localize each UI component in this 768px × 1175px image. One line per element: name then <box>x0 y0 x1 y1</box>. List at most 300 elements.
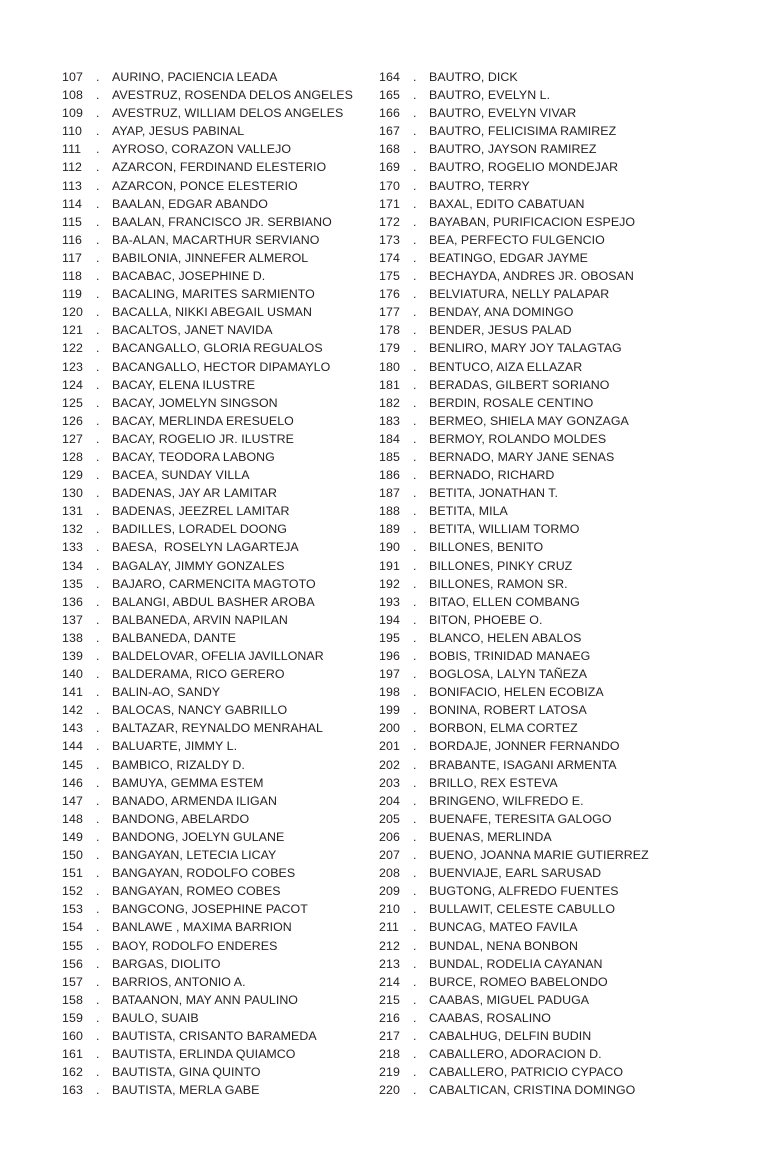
list-item <box>62 991 372 1009</box>
list-item-name: BAYABAN, PURIFICACION ESPEJO <box>429 214 636 229</box>
list-item-separator: . <box>413 920 417 935</box>
list-item <box>62 937 372 955</box>
list-item-separator: . <box>96 214 100 229</box>
name-list-columns <box>0 68 768 1099</box>
list-item-separator: . <box>96 811 100 826</box>
list-item-separator: . <box>96 359 100 374</box>
list-item-index: 115 <box>62 214 83 229</box>
list-item-separator: . <box>413 612 417 627</box>
list-item-separator: . <box>96 522 100 537</box>
list-item <box>62 358 372 376</box>
list-item <box>62 158 372 176</box>
list-item-name: AURINO, PACIENCIA LEADA <box>112 70 278 84</box>
list-item-separator: . <box>96 540 100 555</box>
list-item-separator: . <box>413 667 417 682</box>
list-item-separator: . <box>96 848 100 863</box>
list-item-name: BORBON, ELMA CORTEZ <box>429 721 578 736</box>
list-item-index: 158 <box>62 992 83 1007</box>
name-list-column-left <box>62 68 372 1099</box>
list-item-name: BADILLES, LORADEL DOONG <box>112 522 287 537</box>
list-item-separator: . <box>413 196 417 211</box>
list-item-separator: . <box>96 920 100 935</box>
list-item-name: BENDER, JESUS PALAD <box>429 323 572 338</box>
list-item-separator: . <box>413 341 417 356</box>
list-item-name: BETITA, MILA <box>429 504 508 519</box>
list-item-name: BRILLO, REX ESTEVA <box>429 775 558 790</box>
list-item-name: BITON, PHOEBE O. <box>429 612 543 627</box>
list-item <box>62 593 372 611</box>
list-item-name: AZARCON, FERDINAND ELESTERIO <box>112 160 327 175</box>
list-item <box>62 846 372 864</box>
list-item-index: 171 <box>379 196 400 211</box>
list-item-separator: . <box>96 70 100 84</box>
list-item-index: 156 <box>62 956 83 971</box>
list-item-separator: . <box>96 956 100 971</box>
list-item-index: 149 <box>62 829 83 844</box>
list-item-separator: . <box>413 884 417 899</box>
list-item-name: BITAO, ELLEN COMBANG <box>429 594 580 609</box>
list-item-separator: . <box>96 1065 100 1080</box>
list-item <box>379 557 689 575</box>
list-item-separator: . <box>413 305 417 320</box>
list-item <box>379 955 689 973</box>
list-item-separator: . <box>413 522 417 537</box>
list-item-index: 211 <box>379 920 400 935</box>
list-item-name: BACALING, MARITES SARMIENTO <box>112 287 315 302</box>
list-item-name: BURCE, ROMEO BABELONDO <box>429 974 608 989</box>
list-item-name: BACAY, MERLINDA ERESUELO <box>112 413 294 428</box>
list-item-name: BUNDAL, RODELIA CAYANAN <box>429 956 603 971</box>
list-item-name: BAJARO, CARMENCITA MAGTOTO <box>112 576 316 591</box>
list-item-index: 184 <box>379 431 400 446</box>
list-item <box>379 756 689 774</box>
list-item <box>62 1045 372 1063</box>
list-item-name: BAUTRO, ROGELIO MONDEJAR <box>429 160 619 175</box>
list-item <box>379 358 689 376</box>
list-item-name: BAALAN, EDGAR ABANDO <box>112 196 268 211</box>
list-item-separator: . <box>96 250 100 265</box>
list-item-name: BARRIOS, ANTONIO A. <box>112 974 246 989</box>
list-item-separator: . <box>96 178 100 193</box>
list-item-index: 189 <box>379 522 400 537</box>
list-item-separator: . <box>413 124 417 139</box>
list-item-name: AYAP, JESUS PABINAL <box>112 124 245 139</box>
list-item-index: 109 <box>62 106 83 121</box>
list-item-separator: . <box>413 504 417 519</box>
list-item-index: 186 <box>379 468 400 483</box>
list-item-index: 142 <box>62 703 83 718</box>
list-item-name: BERMOY, ROLANDO MOLDES <box>429 431 607 446</box>
list-item-name: BAUTISTA, CRISANTO BARAMEDA <box>112 1028 317 1043</box>
list-item-separator: . <box>96 884 100 899</box>
list-item-index: 178 <box>379 323 400 338</box>
list-item <box>379 810 689 828</box>
list-item-separator: . <box>413 70 417 84</box>
list-item-separator: . <box>96 703 100 718</box>
list-item-index: 199 <box>379 703 400 718</box>
list-item-name: BALDELOVAR, OFELIA JAVILLONAR <box>112 649 324 663</box>
list-item <box>379 575 689 593</box>
list-item-name: BLANCO, HELEN ABALOS <box>429 630 582 645</box>
list-item-separator: . <box>96 739 100 754</box>
list-item-separator: . <box>413 576 417 591</box>
list-item-name: BETITA, JONATHAN T. <box>429 486 558 501</box>
list-item-index: 113 <box>62 178 83 193</box>
list-item-separator: . <box>413 359 417 374</box>
list-item-name: BOGLOSA, LALYN TAÑEZA <box>429 667 588 682</box>
list-item <box>62 213 372 231</box>
list-item-index: 217 <box>379 1028 400 1043</box>
list-item-name: BALUARTE, JIMMY L. <box>112 739 238 754</box>
list-item-separator: . <box>96 721 100 736</box>
list-item-name: BRABANTE, ISAGANI ARMENTA <box>429 757 617 772</box>
list-item-name: BILLONES, PINKY CRUZ <box>429 558 573 573</box>
list-item-index: 205 <box>379 811 400 826</box>
list-item-index: 136 <box>62 594 83 609</box>
list-item-separator: . <box>96 1083 100 1098</box>
list-item-index: 180 <box>379 359 400 374</box>
list-item-name: BAGALAY, JIMMY GONZALES <box>112 558 285 573</box>
list-item-name: AVESTRUZ, ROSENDA DELOS ANGELES <box>112 88 353 103</box>
list-item <box>62 430 372 448</box>
list-item-name: BANDONG, JOELYN GULANE <box>112 829 285 844</box>
list-item-separator: . <box>413 630 417 645</box>
list-item-separator: . <box>96 667 100 682</box>
list-item-index: 153 <box>62 902 83 917</box>
list-item-name: AVESTRUZ, WILLIAM DELOS ANGELES <box>112 106 344 121</box>
list-item-index: 108 <box>62 88 83 103</box>
list-item-name: BUENAS, MERLINDA <box>429 829 552 844</box>
list-item <box>379 774 689 792</box>
list-item <box>62 774 372 792</box>
list-item <box>379 484 689 502</box>
list-item-name: BERNADO, RICHARD <box>429 468 555 483</box>
list-item-separator: . <box>413 1028 417 1043</box>
list-item-separator: . <box>96 612 100 627</box>
list-item-index: 127 <box>62 431 83 446</box>
list-item <box>62 665 372 683</box>
list-item-separator: . <box>96 1010 100 1025</box>
list-item-name: BANDONG, ABELARDO <box>112 811 250 826</box>
list-item <box>62 376 372 394</box>
list-item-index: 118 <box>62 269 83 284</box>
list-item <box>62 611 372 629</box>
list-item-index: 117 <box>62 250 83 265</box>
list-item-separator: . <box>96 775 100 790</box>
list-item-index: 192 <box>379 576 400 591</box>
list-item <box>62 647 372 665</box>
list-item <box>62 810 372 828</box>
list-item-index: 193 <box>379 594 400 609</box>
list-item-index: 173 <box>379 232 400 247</box>
list-item-separator: . <box>96 992 100 1007</box>
list-item-separator: . <box>96 649 100 663</box>
list-item-index: 126 <box>62 413 83 428</box>
list-item <box>379 918 689 936</box>
list-item <box>379 611 689 629</box>
list-item <box>62 104 372 122</box>
list-item-index: 170 <box>379 178 400 193</box>
list-item <box>62 955 372 973</box>
list-item-index: 197 <box>379 667 400 682</box>
list-item-index: 200 <box>379 721 400 736</box>
list-item-index: 141 <box>62 685 83 700</box>
list-item <box>379 828 689 846</box>
list-item-separator: . <box>96 196 100 211</box>
list-item <box>62 575 372 593</box>
list-item-name: CAABAS, ROSALINO <box>429 1010 551 1025</box>
list-item <box>62 973 372 991</box>
list-item-separator: . <box>413 974 417 989</box>
list-item-separator: . <box>96 287 100 302</box>
list-item <box>62 1063 372 1081</box>
list-item <box>62 1081 372 1099</box>
list-item-separator: . <box>96 431 100 446</box>
list-item-name: BENLIRO, MARY JOY TALAGTAG <box>429 341 622 356</box>
list-item-index: 107 <box>62 70 83 84</box>
list-item-separator: . <box>96 558 100 573</box>
list-item <box>379 882 689 900</box>
list-item-name: BAUTISTA, GINA QUINTO <box>112 1065 261 1080</box>
list-item-index: 133 <box>62 540 83 555</box>
list-item-separator: . <box>96 594 100 609</box>
list-item-name: BALIN-AO, SANDY <box>112 685 221 700</box>
list-item <box>62 195 372 213</box>
list-item-name: BUENO, JOANNA MARIE GUTIERREZ <box>429 848 649 863</box>
list-item <box>379 321 689 339</box>
list-item-separator: . <box>96 160 100 175</box>
list-item-index: 206 <box>379 829 400 844</box>
list-item <box>62 918 372 936</box>
list-item-index: 203 <box>379 775 400 790</box>
list-item <box>62 557 372 575</box>
list-item-name: BAUTRO, FELICISIMA RAMIREZ <box>429 124 617 139</box>
list-item <box>379 647 689 665</box>
list-item-index: 176 <box>379 287 400 302</box>
list-item-name: BERNADO, MARY JANE SENAS <box>429 449 615 464</box>
list-item-name: BELVIATURA, NELLY PALAPAR <box>429 287 610 302</box>
list-item-separator: . <box>413 449 417 464</box>
list-item-name: BUNDAL, NENA BONBON <box>429 938 578 953</box>
list-item-index: 143 <box>62 721 83 736</box>
list-item-index: 125 <box>62 395 83 410</box>
list-item-index: 128 <box>62 449 83 464</box>
list-item-name: BONIFACIO, HELEN ECOBIZA <box>429 685 604 700</box>
list-item-index: 122 <box>62 341 83 356</box>
list-item <box>379 846 689 864</box>
list-item-name: BALBANEDA, DANTE <box>112 630 237 645</box>
list-item <box>379 231 689 249</box>
list-item-index: 165 <box>379 88 400 103</box>
list-item-index: 188 <box>379 504 400 519</box>
list-item <box>62 737 372 755</box>
list-item-separator: . <box>413 1083 417 1098</box>
list-item-name: BADENAS, JAY AR LAMITAR <box>112 486 278 501</box>
list-item-index: 220 <box>379 1083 400 1098</box>
list-item-index: 164 <box>379 70 400 84</box>
list-item-name: BAALAN, FRANCISCO JR. SERBIANO <box>112 214 332 229</box>
list-item-separator: . <box>413 902 417 917</box>
list-item-separator: . <box>413 992 417 1007</box>
list-item-name: BACAY, JOMELYN SINGSON <box>112 395 278 410</box>
list-item <box>62 285 372 303</box>
list-item-index: 162 <box>62 1065 83 1080</box>
list-item-separator: . <box>96 685 100 700</box>
list-item-index: 194 <box>379 612 400 627</box>
list-item <box>379 195 689 213</box>
list-item-separator: . <box>96 757 100 772</box>
list-item-name: BILLONES, BENITO <box>429 540 544 555</box>
list-item-index: 139 <box>62 649 83 663</box>
list-item-separator: . <box>413 721 417 736</box>
list-item-name: BRINGENO, WILFREDO E. <box>429 793 584 808</box>
list-item-separator: . <box>96 88 100 103</box>
list-item-index: 132 <box>62 522 83 537</box>
list-item-index: 166 <box>379 106 400 121</box>
list-item-name: BAXAL, EDITO CABATUAN <box>429 196 585 211</box>
list-item-name: BALDERAMA, RICO GERERO <box>112 667 285 682</box>
list-item <box>62 756 372 774</box>
list-item-index: 112 <box>62 160 83 175</box>
list-item <box>379 593 689 611</box>
list-item <box>62 448 372 466</box>
list-item-name: BUNCAG, MATEO FAVILA <box>429 920 578 935</box>
list-item-name: BAULO, SUAIB <box>112 1010 199 1025</box>
list-item-name: BULLAWIT, CELESTE CABULLO <box>429 902 616 917</box>
list-item-index: 110 <box>62 124 83 139</box>
list-item-index: 129 <box>62 468 83 483</box>
list-item-index: 215 <box>379 992 400 1007</box>
list-item <box>379 864 689 882</box>
list-item <box>62 140 372 158</box>
list-item-index: 181 <box>379 377 400 392</box>
list-item-name: BACEA, SUNDAY VILLA <box>112 468 250 483</box>
list-item-index: 219 <box>379 1065 400 1080</box>
list-item-index: 146 <box>62 775 83 790</box>
list-item <box>379 937 689 955</box>
list-item-separator: . <box>413 250 417 265</box>
list-item-index: 202 <box>379 757 400 772</box>
list-item-name: BAMBICO, RIZALDY D. <box>112 757 245 772</box>
list-item-index: 172 <box>379 214 400 229</box>
list-item <box>62 231 372 249</box>
list-item-index: 182 <box>379 395 400 410</box>
list-item-name: BUENAFE, TERESITA GALOGO <box>429 811 612 826</box>
list-item-separator: . <box>413 323 417 338</box>
list-item-index: 190 <box>379 540 400 555</box>
list-item-name: BAUTISTA, MERLA GABE <box>112 1083 260 1098</box>
list-item-separator: . <box>413 938 417 953</box>
list-item <box>62 719 372 737</box>
list-item-index: 167 <box>379 124 400 139</box>
list-item-index: 218 <box>379 1047 400 1062</box>
list-item <box>62 122 372 140</box>
list-item <box>379 249 689 267</box>
list-item-separator: . <box>96 341 100 356</box>
list-item <box>379 629 689 647</box>
list-item-separator: . <box>96 395 100 410</box>
list-item-separator: . <box>96 866 100 881</box>
list-item <box>379 502 689 520</box>
list-item-name: AYROSO, CORAZON VALLEJO <box>112 142 292 157</box>
list-item-index: 159 <box>62 1010 83 1025</box>
list-item-name: BENDAY, ANA DOMINGO <box>429 305 574 320</box>
list-item-name: BAMUYA, GEMMA ESTEM <box>112 775 264 790</box>
list-item-separator: . <box>96 323 100 338</box>
list-item <box>379 701 689 719</box>
list-item-name: BACALTOS, JANET NAVIDA <box>112 323 273 338</box>
list-item-separator: . <box>413 649 417 663</box>
list-item-separator: . <box>413 232 417 247</box>
list-item-index: 213 <box>379 956 400 971</box>
list-item-name: BALOCAS, NANCY GABRILLO <box>112 703 288 718</box>
list-item <box>62 394 372 412</box>
list-item-index: 175 <box>379 269 400 284</box>
list-item-index: 212 <box>379 938 400 953</box>
list-item-name: BANLAWE , MAXIMA BARRION <box>112 920 292 935</box>
list-item-name: BANGAYAN, RODOLFO COBES <box>112 866 296 881</box>
list-item-separator: . <box>413 775 417 790</box>
list-item-separator: . <box>96 630 100 645</box>
list-item-separator: . <box>413 1010 417 1025</box>
list-item-name: CABALHUG, DELFIN BUDIN <box>429 1028 592 1043</box>
list-item <box>379 104 689 122</box>
list-item-name: BEATINGO, EDGAR JAYME <box>429 250 588 265</box>
list-item-name: BADENAS, JEEZREL LAMITAR <box>112 504 290 519</box>
list-item-index: 191 <box>379 558 400 573</box>
list-item <box>379 412 689 430</box>
list-item-separator: . <box>413 486 417 501</box>
list-item <box>62 321 372 339</box>
list-item-name: BANGAYAN, ROMEO COBES <box>112 884 281 899</box>
list-item-index: 207 <box>379 848 400 863</box>
list-item <box>62 267 372 285</box>
list-item <box>379 285 689 303</box>
list-item-index: 134 <box>62 558 83 573</box>
list-item-name: BACANGALLO, GLORIA REGUALOS <box>112 341 323 356</box>
list-item-index: 119 <box>62 287 83 302</box>
list-item-index: 144 <box>62 739 83 754</box>
list-item <box>379 394 689 412</box>
list-item-name: BAUTRO, JAYSON RAMIREZ <box>429 142 597 157</box>
list-item-separator: . <box>413 468 417 483</box>
list-item <box>62 484 372 502</box>
list-item <box>379 991 689 1009</box>
list-item <box>379 1027 689 1045</box>
list-item-name: BENTUCO, AIZA ELLAZAR <box>429 359 583 374</box>
list-item-separator: . <box>413 956 417 971</box>
list-item-index: 154 <box>62 920 83 935</box>
list-item-index: 137 <box>62 612 83 627</box>
list-item-separator: . <box>413 431 417 446</box>
list-item-index: 123 <box>62 359 83 374</box>
list-item-index: 121 <box>62 323 83 338</box>
list-item-index: 152 <box>62 884 83 899</box>
list-item <box>62 828 372 846</box>
list-item-separator: . <box>413 178 417 193</box>
list-item-name: BORDAJE, JONNER FERNANDO <box>429 739 620 754</box>
list-item-name: BACAY, TEODORA LABONG <box>112 449 275 464</box>
list-item-separator: . <box>413 848 417 863</box>
list-item <box>379 1081 689 1099</box>
list-item-index: 163 <box>62 1083 83 1098</box>
list-item <box>62 466 372 484</box>
list-item-name: BACABAC, JOSEPHINE D. <box>112 269 266 284</box>
list-item-separator: . <box>413 685 417 700</box>
list-item-index: 216 <box>379 1010 400 1025</box>
list-item <box>62 629 372 647</box>
list-item-index: 177 <box>379 305 400 320</box>
